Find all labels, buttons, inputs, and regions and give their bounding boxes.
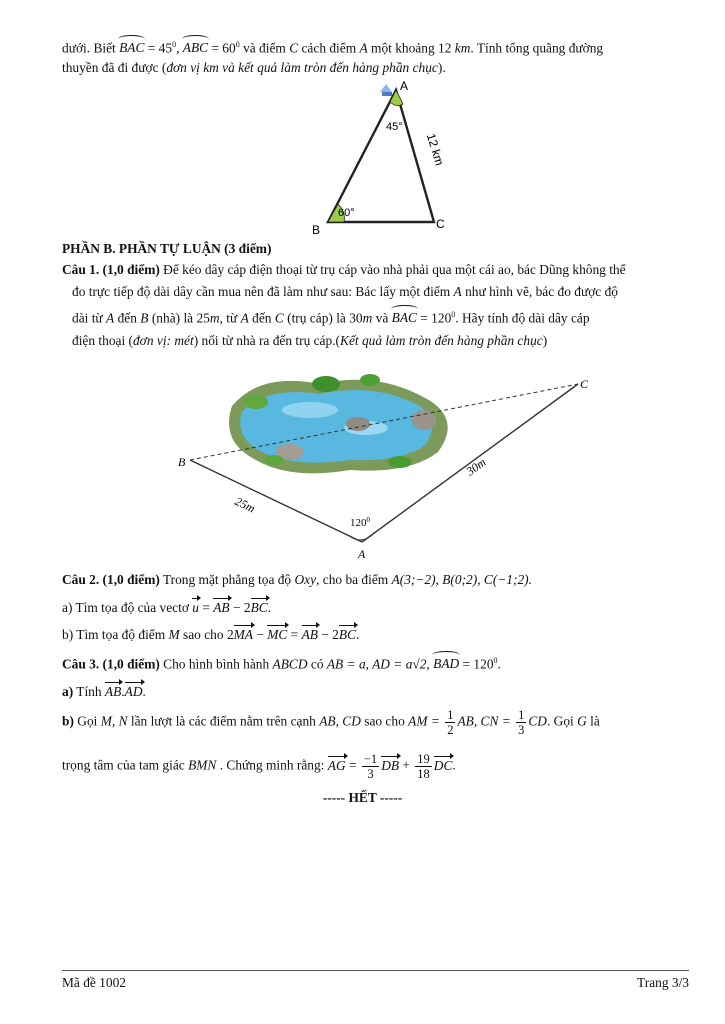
triangle-figure bbox=[300, 78, 460, 238]
fraction-19-18: $\frac{19}{18}$ bbox=[417, 752, 430, 781]
q2-line-1: Câu 2. (1,0 điểm) Trong mặt phẳng tọa độ Oxy, cho ba điểm A(3;−2), B(0;2), C(−1;2). bbox=[62, 572, 532, 587]
q2-line-b: b) Tìm tọa độ điểm M sao cho 2MA − MC = AB − 2BC. bbox=[62, 627, 360, 642]
q3-line-c: trọng tâm của tam giác BMN . Chứng minh rằng: AG = $\frac{-1}{3}$ DB + $\frac{19}{18}$ DC. bbox=[62, 752, 456, 781]
part-b-title: PHẦN B. PHẦN TỰ LUẬN (3 điểm) bbox=[62, 241, 272, 256]
angle-bad: BAD bbox=[433, 656, 460, 672]
fraction-third: $\frac{1}{3}$ bbox=[518, 708, 525, 737]
q3-line-a: a) Tính AB.AD. bbox=[62, 684, 146, 699]
angle-a-label: 45° bbox=[386, 121, 403, 133]
fraction-half: $\frac{1}{2}$ bbox=[447, 708, 454, 737]
point-c-label: C bbox=[580, 377, 589, 391]
angle-bac-q1: BAC bbox=[391, 310, 417, 326]
footer-rule bbox=[62, 970, 689, 971]
q1-line-4: điện thoại (đơn vị: mét) nối từ nhà ra đến trụ cáp.(Kết quả làm tròn đến hàng phần chục) bbox=[72, 333, 548, 348]
triangle-shape bbox=[328, 90, 434, 222]
point-a-label: A bbox=[358, 547, 366, 561]
angle-abc: ABC bbox=[182, 40, 209, 56]
angle-a-label: $120^0$ bbox=[350, 516, 370, 529]
vertex-b-label: B bbox=[312, 223, 321, 237]
line-ab bbox=[190, 460, 362, 542]
footer-code: Mã đề 1002 bbox=[62, 975, 126, 990]
intro-line-1: dưới. Biết BAC = $45^0$, ABC = $60^0$ và điểm C cách điểm A một khoảng 12 km. Tính tổng quãng đường bbox=[62, 40, 604, 56]
side-ab-label: 25m bbox=[232, 494, 258, 516]
end-marker: ----- HẾT ----- bbox=[322, 790, 403, 805]
q1-line-1: Câu 1. (1,0 điểm) Để kéo dây cáp điện thoại từ trụ cáp vào nhà phải qua một cái ao, bác Dũng không thể bbox=[62, 262, 626, 277]
boat-icon bbox=[380, 84, 392, 96]
pond-illustration bbox=[229, 374, 448, 473]
fraction-neg-third: $\frac{-1}{3}$ bbox=[363, 752, 378, 781]
side-ac-label: 30m bbox=[463, 454, 489, 479]
side-ac-label: 12 km bbox=[423, 131, 447, 168]
q2-line-a: a) Tìm tọa độ của vectơ u = AB − 2BC. bbox=[62, 600, 272, 615]
point-b-label: B bbox=[178, 455, 186, 469]
footer-page: Trang 3/3 bbox=[637, 975, 689, 990]
q3-line-b: b) Gọi M, N lần lượt là các điểm nằm trên cạnh AB, CD sao cho AM = $\frac{1}{2}$ AB, CN = $\frac{1}{3}$ CD. Gọi G là bbox=[62, 708, 600, 737]
intro-line-2: thuyền đã đi được (đơn vị km và kết quả làm tròn đến hàng phần chục). bbox=[62, 60, 446, 75]
vertex-c-label: C bbox=[436, 217, 445, 231]
pond-figure bbox=[170, 362, 600, 562]
vertex-a-label: A bbox=[400, 79, 409, 93]
angle-b-label: 60° bbox=[338, 207, 355, 219]
q1-line-2: đo trực tiếp độ dài dây cần mua nên đã làm như sau: Bác lấy một điểm A như hình vẽ, bác đo được độ bbox=[72, 284, 618, 299]
q1-line-3: dài từ A đến B (nhà) là 25m, từ A đến C (trụ cáp) là 30m và BAC = $120^0$. Hãy tính độ dài dây cáp bbox=[72, 310, 590, 326]
q3-line-1: Câu 3. (1,0 điểm) Cho hình bình hành ABCD có AB = a, AD = a√2, BAD = $120^0$. bbox=[62, 656, 501, 672]
angle-bac: BAC bbox=[119, 40, 145, 56]
